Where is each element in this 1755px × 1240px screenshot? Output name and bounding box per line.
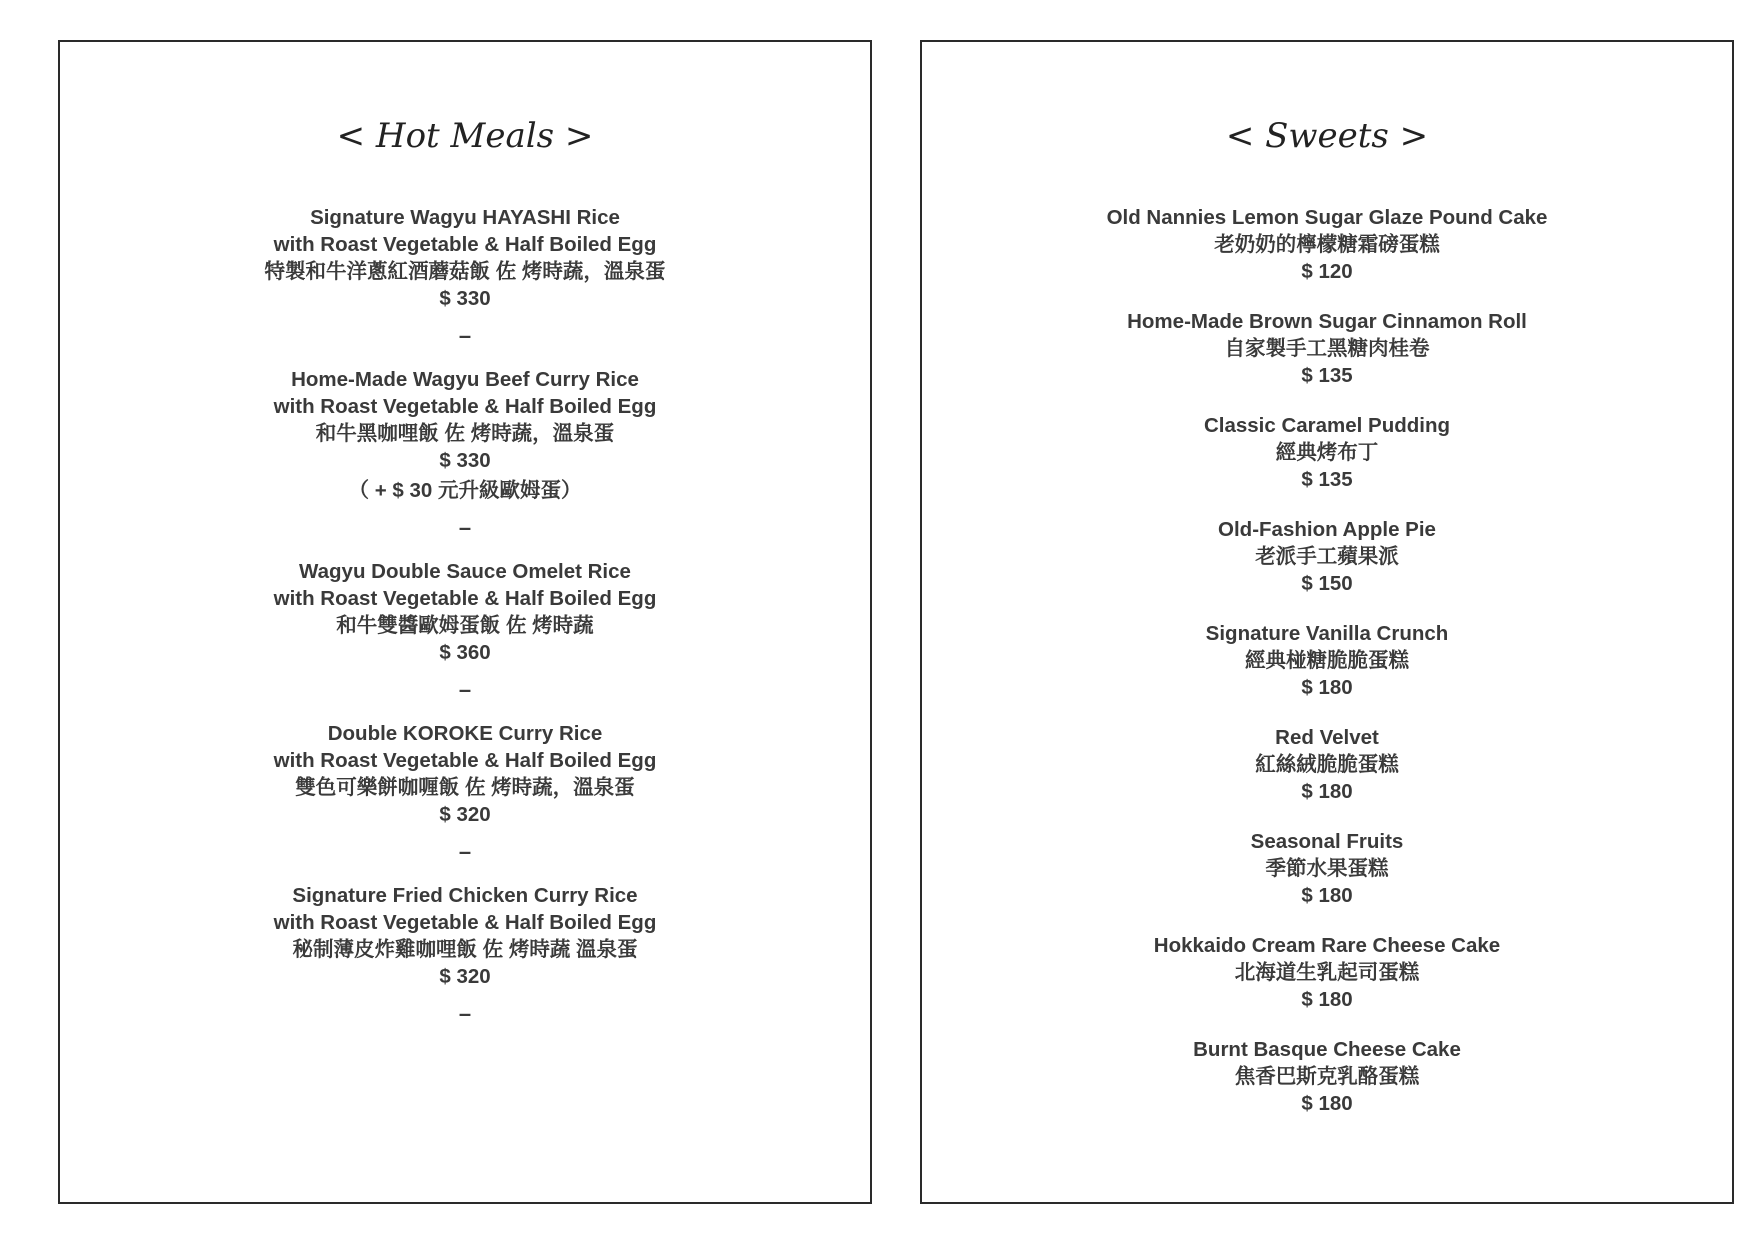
- item-chinese-name: 特製和牛洋蔥紅酒蘑菇飯 佐 烤時蔬，溫泉蛋: [264, 260, 666, 283]
- item-name: Signature Fried Chicken Curry Rice: [292, 884, 638, 907]
- item-chinese-name: 經典椪糖脆脆蛋糕: [1245, 649, 1409, 672]
- item-subtitle: with Roast Vegetable & Half Boiled Egg: [273, 395, 657, 418]
- item-price: $ 180: [1301, 780, 1353, 803]
- item-price: $ 180: [1301, 884, 1353, 907]
- item-name: Classic Caramel Pudding: [1203, 414, 1451, 437]
- item-subtitle: with Roast Vegetable & Half Boiled Egg: [273, 233, 657, 256]
- item-chinese-name: 秘制薄皮炸雞咖哩飯 佐 烤時蔬 溫泉蛋: [292, 938, 638, 961]
- item-name: Seasonal Fruits: [1250, 830, 1404, 853]
- item-price: $ 135: [1301, 364, 1353, 387]
- item-name: Old Nannies Lemon Sugar Glaze Pound Cake: [1106, 206, 1548, 229]
- item-price: $ 320: [439, 965, 491, 988]
- menu-item-sweet: [922, 412, 1732, 493]
- item-subtitle: with Roast Vegetable & Half Boiled Egg: [273, 749, 657, 772]
- item-separator: –: [458, 323, 472, 348]
- item-separator: –: [458, 1001, 472, 1026]
- item-chinese-name: 老派手工蘋果派: [1255, 545, 1399, 568]
- item-chinese-name: 北海道生乳起司蛋糕: [1234, 961, 1420, 984]
- item-price: $ 180: [1301, 1092, 1353, 1115]
- item-subtitle: with Roast Vegetable & Half Boiled Egg: [273, 911, 657, 934]
- hot-meals-list: [60, 204, 870, 1044]
- hot-meals-panel: [58, 40, 872, 1204]
- menu-item-hot-meal: [60, 882, 870, 990]
- item-name: Double KOROKE Curry Rice: [327, 722, 603, 745]
- item-chinese-name: 自家製手工黑糖肉桂卷: [1224, 337, 1430, 360]
- menu-item-sweet: [922, 1036, 1732, 1117]
- item-price: $ 150: [1301, 572, 1353, 595]
- item-chinese-name: 紅絲絨脆脆蛋糕: [1255, 753, 1399, 776]
- item-price: $ 180: [1301, 988, 1353, 1011]
- hot-meals-title: < Hot Meals >: [336, 116, 594, 156]
- item-chinese-name: 老奶奶的檸檬糖霜磅蛋糕: [1214, 233, 1440, 256]
- item-price: $ 330: [439, 287, 491, 310]
- item-chinese-name: 焦香巴斯克乳酪蛋糕: [1234, 1065, 1420, 1088]
- item-price: $ 135: [1301, 468, 1353, 491]
- menu-item-sweet: [922, 204, 1732, 285]
- item-name: Signature Vanilla Crunch: [1205, 622, 1449, 645]
- item-price: $ 360: [439, 641, 491, 664]
- item-chinese-name: 經典烤布丁: [1275, 441, 1379, 464]
- item-separator: –: [458, 677, 472, 702]
- item-name: Old-Fashion Apple Pie: [1218, 518, 1436, 541]
- menu-item-sweet: [922, 516, 1732, 597]
- menu-item-sweet: [922, 724, 1732, 805]
- sweets-list: [922, 204, 1732, 1140]
- menu-item-hot-meal: [60, 558, 870, 666]
- item-name: Burnt Basque Cheese Cake: [1193, 1038, 1461, 1061]
- menu-item-sweet: [922, 620, 1732, 701]
- sweets-panel: [920, 40, 1734, 1204]
- item-chinese-name: 和牛雙醬歐姆蛋飯 佐 烤時蔬: [336, 614, 594, 637]
- menu-item-hot-meal: [60, 720, 870, 828]
- menu-item-sweet: [922, 932, 1732, 1013]
- item-subtitle: with Roast Vegetable & Half Boiled Egg: [273, 587, 657, 610]
- item-price: $ 330: [439, 449, 491, 472]
- item-price: $ 120: [1301, 260, 1353, 283]
- item-separator: –: [458, 515, 472, 540]
- item-chinese-name: 雙色可樂餅咖喱飯 佐 烤時蔬，溫泉蛋: [295, 776, 635, 799]
- item-separator: –: [458, 839, 472, 864]
- item-price: $ 180: [1301, 676, 1353, 699]
- item-name: Hokkaido Cream Rare Cheese Cake: [1153, 934, 1501, 957]
- item-name: Red Velvet: [1275, 726, 1379, 749]
- item-chinese-name: 季節水果蛋糕: [1265, 857, 1389, 880]
- item-price: $ 320: [439, 803, 491, 826]
- item-name: Home-Made Wagyu Beef Curry Rice: [291, 368, 639, 391]
- item-name: Home-Made Brown Sugar Cinnamon Roll: [1127, 310, 1527, 333]
- menu-item-hot-meal: [60, 204, 870, 312]
- item-upgrade-note: （ + $ 30 元升級歐姆蛋）: [348, 479, 582, 502]
- item-chinese-name: 和牛黑咖哩飯 佐 烤時蔬，溫泉蛋: [315, 422, 615, 445]
- menu-item-sweet: [922, 828, 1732, 909]
- sweets-title: < Sweets >: [1225, 116, 1429, 156]
- menu-item-sweet: [922, 308, 1732, 389]
- menu-item-hot-meal: [60, 366, 870, 504]
- item-name: Wagyu Double Sauce Omelet Rice: [299, 560, 631, 583]
- item-name: Signature Wagyu HAYASHI Rice: [310, 206, 620, 229]
